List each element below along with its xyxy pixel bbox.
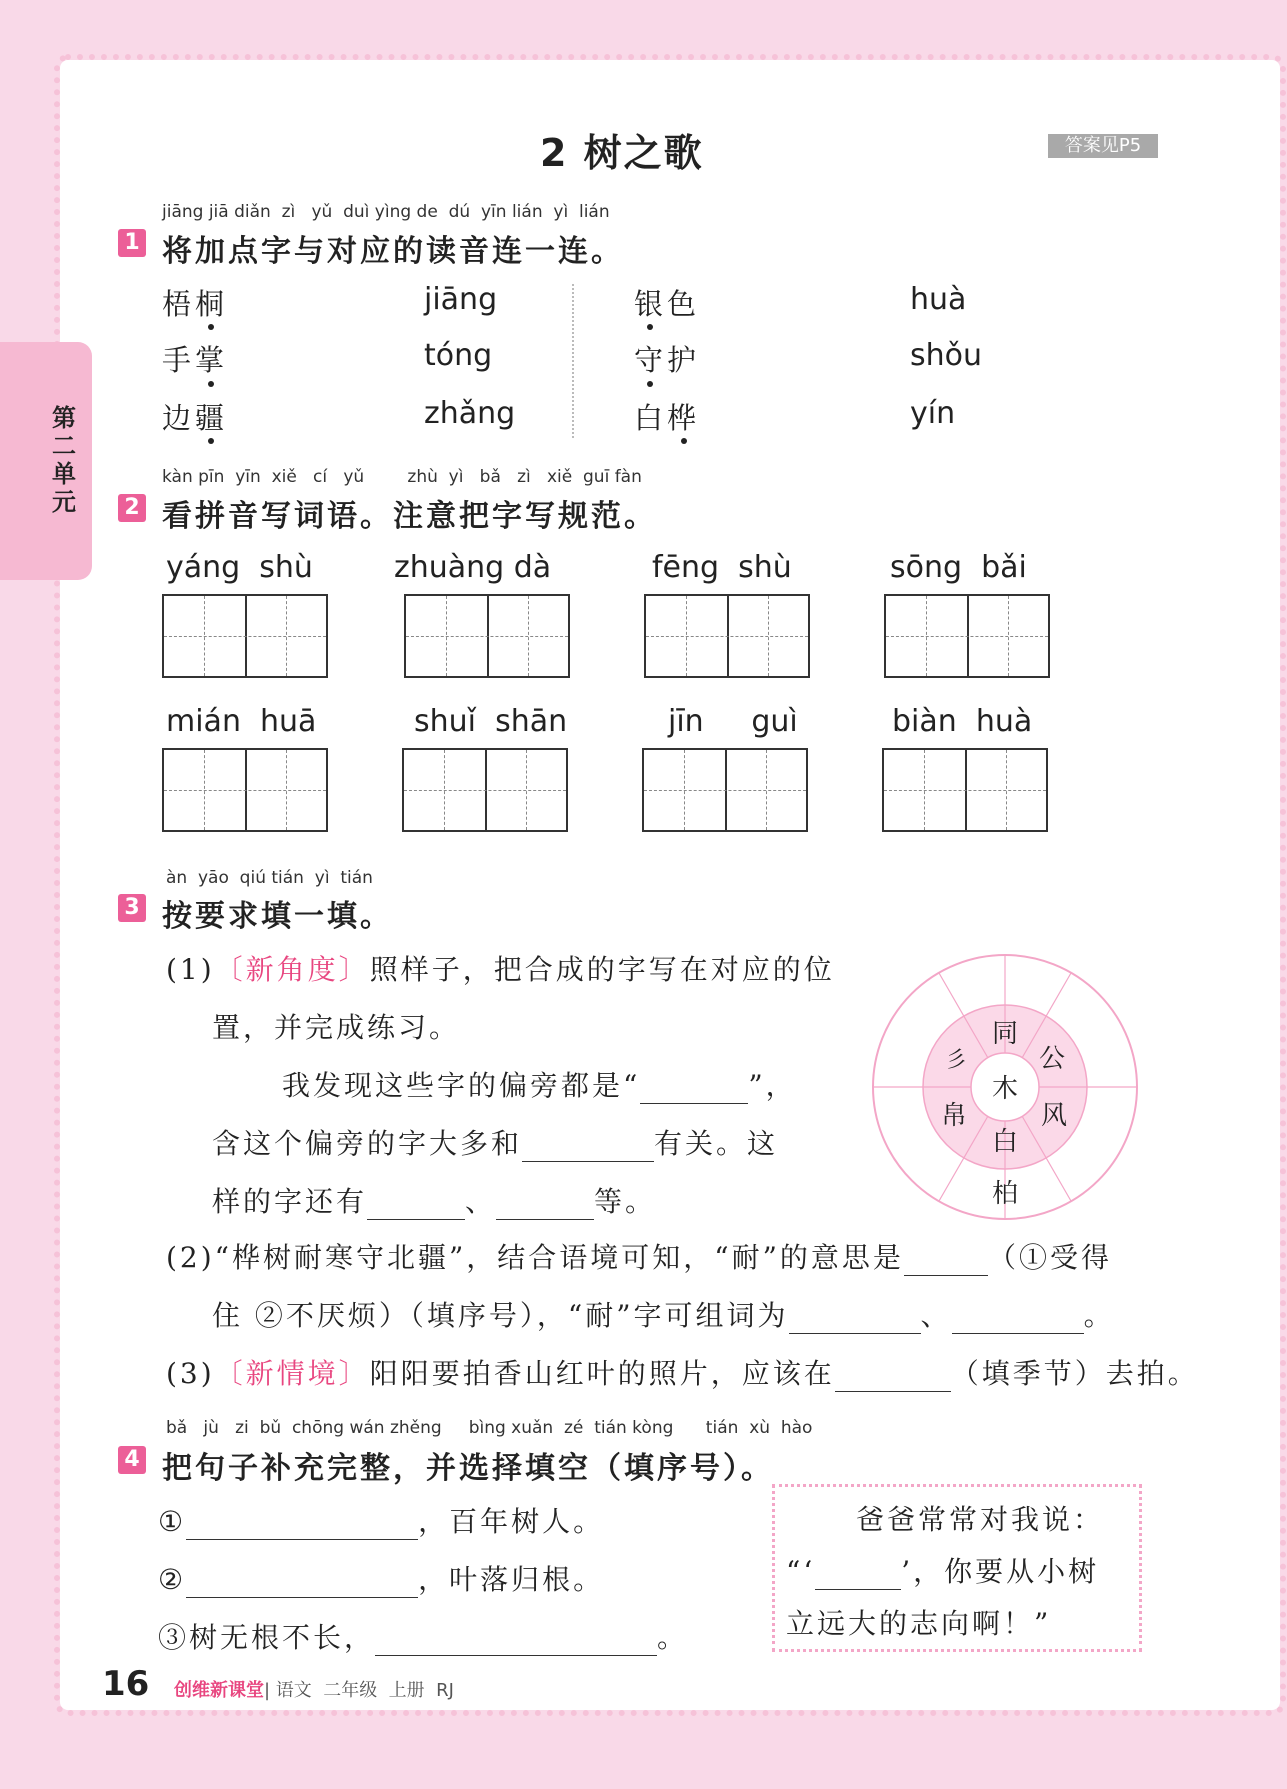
unit-label: 第二单元 bbox=[52, 404, 76, 516]
wheel-char: 帛 bbox=[940, 1101, 968, 1131]
q2-pinyin-3: fēng shù bbox=[652, 550, 792, 585]
q3-instruction: 按要求填一填。 bbox=[162, 899, 393, 934]
character-wheel bbox=[870, 952, 1140, 1222]
answer-blank[interactable] bbox=[815, 1560, 901, 1590]
answer-reference-badge: 答案见P5 bbox=[1048, 134, 1158, 158]
q1-right-word-3: 白桦 bbox=[634, 401, 701, 435]
q1-left-word-3: 边疆 bbox=[162, 401, 229, 435]
q2-number-badge: 2 bbox=[118, 494, 146, 522]
q2-pinyin-5: mián huā bbox=[166, 704, 317, 739]
answer-blank[interactable] bbox=[186, 1568, 418, 1598]
q1-left-word-2: 手掌 bbox=[162, 343, 229, 377]
q3-part3-text: 阳阳要拍香山红叶的照片，应该在 bbox=[369, 1357, 835, 1390]
q2-pinyin-7: jīn guì bbox=[668, 704, 798, 739]
q1-instruction: 将加点字与对应的读音连一连。 bbox=[162, 234, 624, 269]
page-number: 16 bbox=[102, 1664, 150, 1704]
q4-item-text: ，叶落归根。 bbox=[418, 1563, 605, 1596]
box-line-2 bbox=[786, 1550, 1099, 1590]
q1-left-pinyin-2[interactable]: tóng bbox=[424, 338, 493, 373]
wheel-outer-char[interactable]: 柏 bbox=[991, 1179, 1019, 1209]
q3-part1-text: 、 bbox=[465, 1185, 497, 1218]
q2-instruction: 看拼音写词语。注意把字写规范。 bbox=[162, 499, 657, 534]
q3-part2-text: (2)“桦树耐寒守北疆”，结合语境可知，“耐”的意思是 bbox=[166, 1241, 904, 1274]
q3-pinyin: àn yāo qiú tián yì tián bbox=[166, 868, 373, 888]
writing-grid[interactable] bbox=[162, 748, 328, 832]
q3-part2-text: （①受得 bbox=[987, 1241, 1112, 1274]
q3-part1-line3 bbox=[282, 1064, 797, 1104]
writing-grid[interactable] bbox=[884, 594, 1050, 678]
q2-pinyin-2: zhuàng dà bbox=[394, 550, 552, 585]
q3-part3-line bbox=[166, 1352, 1199, 1392]
q4-number-badge: 4 bbox=[118, 1446, 146, 1474]
q3-part2-line2 bbox=[212, 1294, 1115, 1334]
q3-part1-line1 bbox=[166, 948, 835, 988]
answer-blank[interactable] bbox=[375, 1626, 657, 1656]
q2-pinyin: kàn pīn yīn xiě cí yǔ zhù yì bǎ zì xiě guī fàn bbox=[162, 467, 642, 487]
emphasis-dot bbox=[208, 381, 214, 387]
answer-blank[interactable] bbox=[640, 1074, 748, 1104]
q3-part3-label: (3) bbox=[166, 1357, 215, 1390]
box-line-3: 立远大的志向啊！” bbox=[786, 1607, 1052, 1640]
q3-part1-text: ”， bbox=[748, 1069, 797, 1102]
writing-grid[interactable] bbox=[642, 748, 808, 832]
q3-part1-text: 照样子，把合成的字写在对应的位 bbox=[369, 953, 835, 986]
emphasis-dot bbox=[647, 324, 653, 330]
q3-part2-text: 。 bbox=[1083, 1299, 1115, 1332]
q3-number-badge: 3 bbox=[118, 894, 146, 922]
emphasis-dot bbox=[208, 438, 214, 444]
book-info: | 语文 二年级 上册 RJ bbox=[264, 1680, 454, 1701]
q3-part1-line5 bbox=[212, 1180, 656, 1220]
q3-part1-text: 含这个偏旁的字大多和 bbox=[212, 1127, 523, 1160]
q1-number-badge: 1 bbox=[118, 229, 146, 257]
q2-pinyin-8: biàn huà bbox=[892, 704, 1033, 739]
q4-item-2 bbox=[158, 1558, 604, 1598]
box-text: ’，你要从小树 bbox=[901, 1555, 1100, 1588]
wheel-char: 风 bbox=[1040, 1101, 1068, 1131]
q1-left-pinyin-3[interactable]: zhǎng bbox=[424, 396, 516, 431]
writing-grid[interactable] bbox=[402, 748, 568, 832]
answer-blank[interactable] bbox=[904, 1246, 988, 1276]
wheel-char: 彡 bbox=[944, 1048, 968, 1073]
footer-info bbox=[174, 1676, 454, 1702]
q1-left-pinyin-1[interactable]: jiāng bbox=[424, 282, 498, 317]
answer-blank[interactable] bbox=[789, 1304, 921, 1334]
q3-part1-line4 bbox=[212, 1122, 778, 1162]
q1-pinyin: jiāng jiā diǎn zì yǔ duì yìng de dú yīn lián yì lián bbox=[162, 202, 610, 222]
q4-item-label: ② bbox=[158, 1563, 187, 1596]
q3-part1-text: 样的字还有 bbox=[212, 1185, 368, 1218]
answer-blank[interactable] bbox=[835, 1362, 951, 1392]
q4-item-text: 。 bbox=[657, 1621, 689, 1654]
unit-side-tab bbox=[0, 342, 92, 580]
answer-blank[interactable] bbox=[186, 1510, 418, 1540]
wheel-char: 白 bbox=[991, 1127, 1019, 1157]
q3-part3-text: （填季节）去拍。 bbox=[950, 1357, 1199, 1390]
q4-item-label: ① bbox=[158, 1505, 187, 1538]
answer-blank[interactable] bbox=[522, 1132, 654, 1162]
q1-left-word-1: 梧桐 bbox=[162, 287, 229, 321]
q4-item-1 bbox=[158, 1500, 604, 1540]
q3-part1-text: 等。 bbox=[594, 1185, 657, 1218]
q1-right-pinyin-2[interactable]: shǒu bbox=[910, 338, 983, 373]
q3-part2-text: 、 bbox=[920, 1299, 952, 1332]
q3-part2-text: 住 ②不厌烦）（填序号），“耐”字可组词为 bbox=[212, 1299, 789, 1332]
new-context-tag: 〔新情境〕 bbox=[214, 1357, 370, 1390]
answer-blank[interactable] bbox=[496, 1190, 594, 1220]
q1-right-pinyin-3[interactable]: yín bbox=[910, 396, 956, 431]
page-title: 2 树之歌 bbox=[540, 131, 704, 175]
wheel-char: 公 bbox=[1038, 1044, 1066, 1074]
answer-blank[interactable] bbox=[367, 1190, 465, 1220]
q4-item-text: ，百年树人。 bbox=[418, 1505, 605, 1538]
wheel-char: 同 bbox=[991, 1019, 1019, 1049]
box-text: “‘ bbox=[786, 1555, 816, 1588]
wheel-center-char: 木 bbox=[991, 1074, 1019, 1104]
q3-part1-label: (1) bbox=[166, 953, 215, 986]
q1-right-word-1: 银色 bbox=[634, 287, 701, 321]
writing-grid[interactable] bbox=[882, 748, 1048, 832]
q1-right-pinyin-1[interactable]: huà bbox=[910, 282, 967, 317]
writing-grid[interactable] bbox=[404, 594, 570, 678]
q3-part1-text: 有关。这 bbox=[654, 1127, 779, 1160]
q2-pinyin-1: yáng shù bbox=[166, 550, 313, 585]
writing-grid[interactable] bbox=[644, 594, 810, 678]
q4-item-text: ③树无根不长， bbox=[158, 1621, 376, 1654]
answer-blank[interactable] bbox=[952, 1304, 1084, 1334]
q2-pinyin-4: sōng bǎi bbox=[890, 550, 1027, 585]
q4-pinyin: bǎ jù zi bǔ chōng wán zhěng bìng xuǎn zé tián kòng tián xù hào bbox=[166, 1418, 813, 1438]
emphasis-dot bbox=[681, 438, 687, 444]
new-angle-tag: 〔新角度〕 bbox=[214, 953, 370, 986]
q2-pinyin-6: shuǐ shān bbox=[414, 704, 568, 739]
q3-part1-text: 我发现这些字的偏旁都是“ bbox=[282, 1069, 641, 1102]
brand-name: 创维新课堂 bbox=[174, 1680, 264, 1701]
q1-right-word-2: 守护 bbox=[634, 343, 701, 377]
writing-grid[interactable] bbox=[162, 594, 328, 678]
q3-part1-line2: 置，并完成练习。 bbox=[212, 1011, 461, 1044]
emphasis-dot bbox=[647, 381, 653, 387]
box-line-1: 爸爸常常对我说： bbox=[856, 1503, 1105, 1536]
column-divider bbox=[572, 284, 574, 438]
q4-instruction: 把句子补充完整，并选择填空（填序号）。 bbox=[162, 1451, 774, 1486]
emphasis-dot bbox=[208, 324, 214, 330]
q3-part2-line1 bbox=[166, 1236, 1112, 1276]
q4-item-3 bbox=[158, 1616, 688, 1656]
